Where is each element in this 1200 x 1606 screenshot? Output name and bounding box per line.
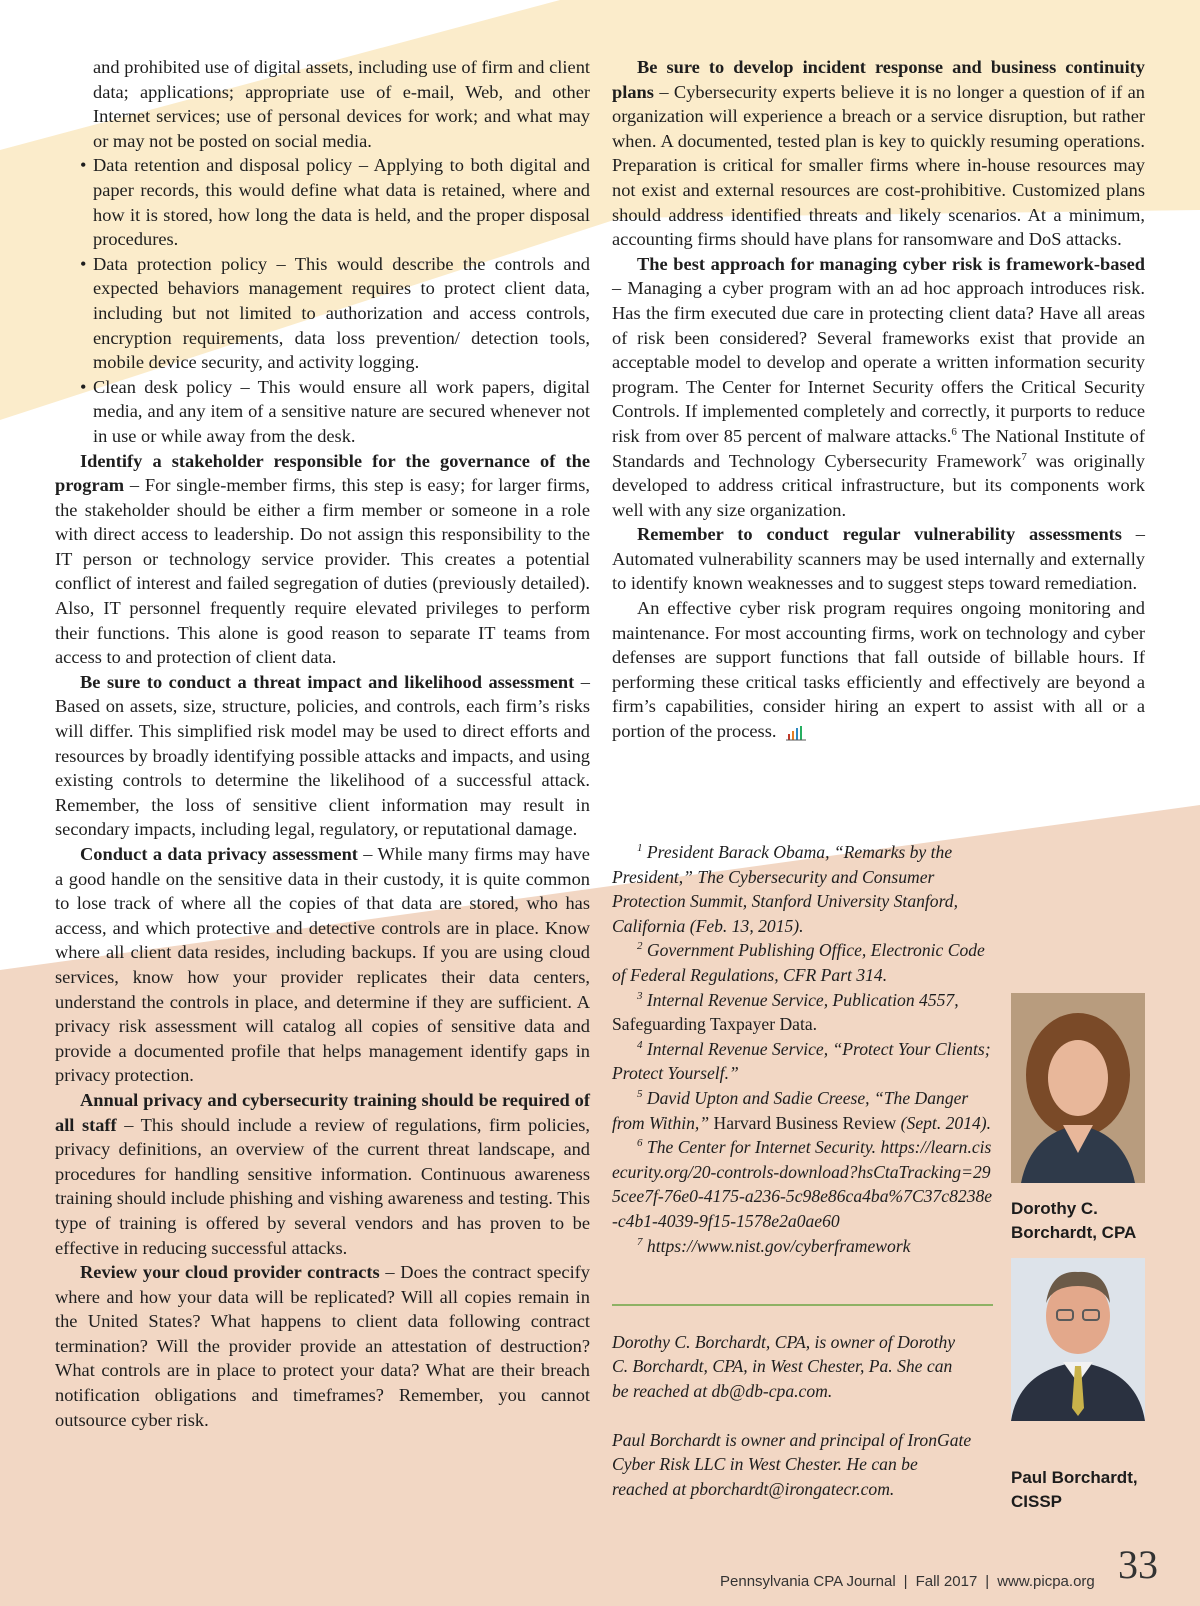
footnote — [612, 840, 997, 938]
footnote-text: Internal Revenue Service, Publication 4557, — [646, 989, 959, 1010]
footnote-ref: 6 — [951, 425, 957, 438]
section-heading: Be sure to develop incident response and business continuity plans — [612, 57, 1145, 102]
section-body: – Automated vulnerability scanners may be used internally and externally to identify known weaknesses and to suggest steps toward remediation. — [612, 524, 1145, 594]
footnote-text[interactable]: The Center for Internet Security. https://learn.cisecurity.org/20-controls-download?hsCtaTracking=295cee7f-76e0-4175-a236-5c98e86ca4ba%7C37c8238e-c4b1-4039-9f15-1578e2a0ae60 — [612, 1137, 993, 1231]
footnote-text: Safeguarding Taxpayer Data. — [612, 1014, 818, 1035]
section-heading: Remember to conduct regular vulnerability assessments — [637, 524, 1122, 545]
footnotes — [612, 840, 997, 1258]
author-bio: Dorothy C. Borchardt, CPA, is owner of Dorothy C. Borchardt, CPA, in West Chester, Pa. She can be reached at db@db-cpa.com. — [612, 1331, 956, 1401]
author-photo-dorothy — [1011, 993, 1145, 1183]
footnote-continuation — [612, 1012, 997, 1037]
issue-date: Fall 2017 — [915, 1573, 978, 1590]
footnote — [612, 1086, 997, 1135]
caption-line: CISSP — [1011, 1492, 1063, 1511]
section-body: The National Institute of Standards and Technology Cybersecurity Framework — [612, 425, 1145, 471]
footnote — [612, 988, 997, 1013]
footnote — [612, 1037, 997, 1086]
closing-paragraph — [612, 596, 1145, 744]
section-body: – Cybersecurity experts believe it is no longer a question of if an organization will experience a breach or a service disruption, but rather when. A documented, tested plan is key to quickly resuming operations. Preparation is critical for smaller firms where in-house resources may not exist and external resources are cost-prohibitive. Customized plans should address identified threats and likely scenarios. At a minimum, accounting firms should have plans for ransomware and DoS attacks. — [612, 81, 1145, 250]
footnote-number: 4 — [637, 1038, 643, 1051]
section-body: was originally developed to address critical infrastructure, but its components work well with any size organization. — [612, 450, 1145, 520]
section-heading: Identify a stakeholder responsible for the governance of the program — [55, 450, 590, 496]
journal-name: Pennsylvania CPA Journal — [720, 1573, 896, 1590]
policy-list — [55, 153, 590, 448]
separator: | — [985, 1573, 990, 1590]
section-body: – Based on assets, size, structure, policies, and controls, each firm’s risks will differ. This simplified risk model may be used to direct efforts and resources by broadly identifying possible attacks and impacts, and using existing controls to determine the likelihood of a successful attack. Remember, the loss of sensitive client information may result in secondary impacts, including legal, regulatory, or reputational damage. — [55, 671, 590, 840]
portrait-icon — [1011, 1258, 1145, 1421]
threat-assessment-paragraph — [55, 670, 590, 842]
section-body: – This should include a review of regulations, firm policies, privacy definitions, an overview of the current threat landscape, and procedures for handling sensitive information. Continuous awareness training should include phishing and vishing awareness and testing. This type of training is offered by several vendors and has proven to be effective in reducing successful attacks. — [55, 1114, 590, 1258]
footnote — [612, 1135, 997, 1233]
footnote-text: President Barack Obama, “Remarks by the President,” The Cybersecurity and Consumer Protection Summit, Stanford University Stanford, California (Feb. 13, 2015). — [612, 842, 958, 936]
author-photo-paul — [1011, 1258, 1145, 1421]
photo-caption — [1011, 1466, 1161, 1514]
section-body: – For single-member firms, this step is easy; for larger firms, the stakeholder should be either a firm member or someone in a role with direct access to leadership. Do not assign this responsibility to the IT person or technology service provider. This creates a potential conflict of interest and failed segregation of duties (previously detailed). Also, IT personnel frequently require elevated privileges to perform their functions. This alone is good reason to separate IT teams from access to and protection of client data. — [55, 475, 590, 668]
left-column — [55, 55, 590, 1432]
footnote-text: Government Publishing Office, Electronic Code of Federal Regulations, CFR Part 314. — [612, 940, 985, 985]
footnote-text: David Upton and Sadie Creese, “The Danger from Within,” — [612, 1087, 969, 1133]
footnote-text: Harvard Business Review — [713, 1112, 897, 1133]
right-column — [612, 55, 1145, 744]
footnote-link[interactable]: https://www.nist.gov/cyberframework — [646, 1235, 911, 1256]
privacy-assessment-paragraph — [55, 842, 590, 1088]
section-heading: The best approach for managing cyber risk is framework-based — [637, 253, 1145, 274]
closing-text: An effective cyber risk program requires ongoing monitoring and maintenance. For most accounting firms, work on technology and cyber defenses are support functions that fall outside of billable hours. If performing these critical tasks efficiently and effectively are beyond a firm’s capabilities, consider hiring an expert to assist with all or a portion of the process. — [612, 598, 1145, 742]
footnote — [612, 1234, 997, 1259]
section-body: – Does the contract specify where and how your data will be replicated? Will all copies remain in the United States? What happens to client data following contract termination? Will the provider provide an attestation of destruction? What controls are in place to protect your data? What are their breach notification obligations and timeframes? Remember, you cannot outsource cyber risk. — [55, 1262, 591, 1430]
section-heading: Conduct a data privacy assessment — [80, 844, 358, 864]
end-mark-icon — [786, 725, 808, 741]
section-heading: Annual privacy and cybersecurity training should be required of all staff — [55, 1089, 590, 1135]
list-item: • Data protection policy – This would describe the controls and expected behaviors management requires to protect client data, including but not limited to authorization and access controls, encryption requirements, data loss prevention/ detection tools, mobile device security, and activity logging. — [93, 252, 590, 375]
footnote — [612, 938, 997, 987]
footnote-text: (Sept. 2014). — [900, 1112, 992, 1133]
footnote-number: 5 — [637, 1088, 643, 1101]
photo-caption — [1011, 1197, 1161, 1245]
caption-line: Paul Borchardt, — [1011, 1468, 1138, 1487]
author-bio: Paul Borchardt is owner and principal of IronGate Cyber Risk LLC in West Chester. He can be reached at pborchardt@irongatecr.com. — [612, 1429, 972, 1499]
section-body: – While many firms may have a good handle on the sensitive data in their custody, it is quite common to lose track of where all the copies of that data are stored, who has access, and which protective and detective controls are in place. Know where all client data resides, including backups. If you are using cloud services, know how your provider replicates their data centers, understand the controls in place, and determine if they are sufficient. A privacy risk assessment will catalog all copies of sensitive data and provide a documented profile that helps management identify gaps in privacy protection. — [55, 844, 590, 1086]
footnote-number: 3 — [637, 989, 643, 1002]
divider — [612, 1304, 993, 1306]
footnote-number: 2 — [637, 940, 643, 953]
website-link[interactable]: www.picpa.org — [997, 1573, 1095, 1590]
separator: | — [903, 1573, 908, 1590]
page-footer — [720, 1573, 1095, 1590]
continued-paragraph: and prohibited use of digital assets, including use of firm and client data; applications; appropriate use of e-mail, Web, and other Internet services; use of personal devices for work; and what may or may not be posted on social media. — [93, 57, 590, 151]
list-item: • Clean desk policy – This would ensure all work papers, digital media, and any item of a sensitive nature are secured whenever not in use or while away from the desk. — [93, 375, 590, 449]
section-body: – Managing a cyber program with an ad hoc approach introduces risk. Has the firm executed due care in protecting client data? Have all areas of risk been considered? Several frameworks exist that provide an acceptable model to develop and operate a written information security program. The Center for Internet Security offers the Critical Security Controls. If implemented completely and correctly, it purports to reduce risk from over 85 percent of malware attacks. — [612, 278, 1145, 446]
list-item: • Data retention and disposal policy – Applying to both digital and paper records, this would define what data is retained, where and how it is stored, how long the data is held, and the proper disposal procedures. — [93, 153, 590, 251]
caption-line: Dorothy C. — [1011, 1199, 1098, 1218]
training-paragraph — [55, 1088, 590, 1260]
caption-line: Borchardt, CPA — [1011, 1223, 1137, 1242]
framework-paragraph — [612, 252, 1145, 523]
stakeholder-paragraph — [55, 449, 590, 670]
section-heading: Be sure to conduct a threat impact and likelihood assessment — [80, 671, 575, 692]
footnote-number: 6 — [637, 1137, 643, 1150]
footnote-ref: 7 — [1021, 450, 1027, 463]
incident-response-paragraph — [612, 55, 1145, 252]
vulnerability-paragraph — [612, 522, 1145, 596]
page-number: 33 — [1118, 1542, 1158, 1587]
portrait-icon — [1011, 993, 1145, 1183]
footnote-text: Internal Revenue Service, “Protect Your Clients; Protect Yourself.” — [612, 1038, 991, 1084]
footnote-number: 1 — [637, 842, 643, 855]
section-heading: Review your cloud provider contracts — [80, 1262, 380, 1283]
footnote-number: 7 — [637, 1235, 643, 1248]
cloud-contracts-paragraph — [55, 1260, 590, 1432]
